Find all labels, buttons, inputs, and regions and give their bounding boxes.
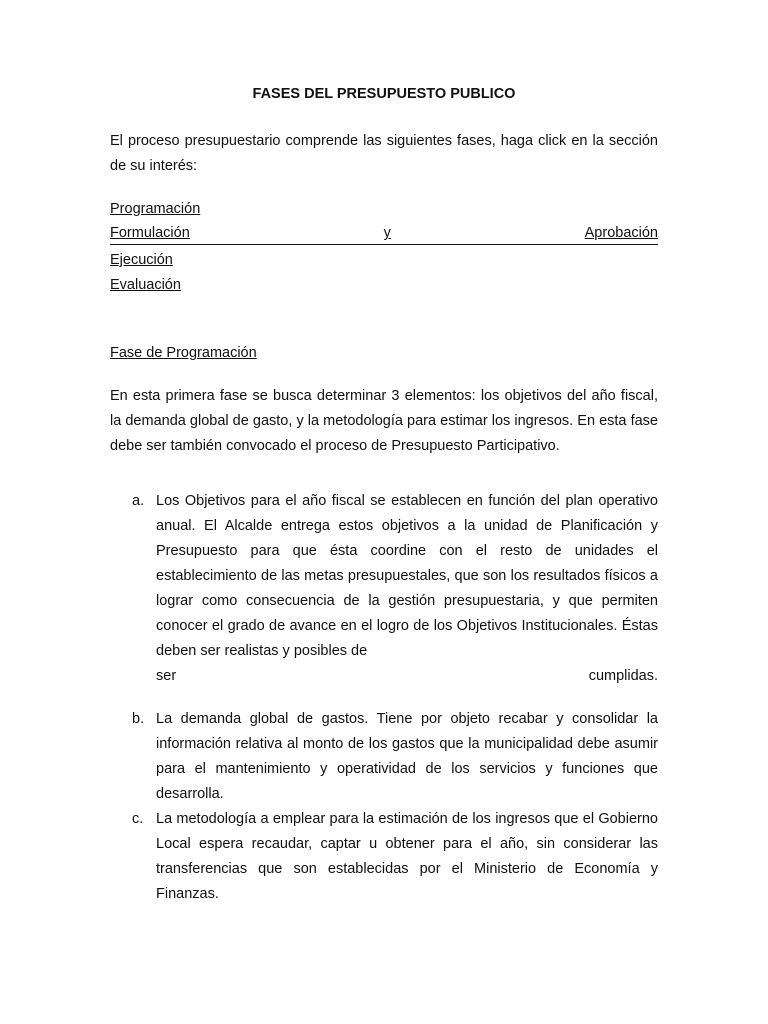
intro-paragraph: El proceso presupuestario comprende las siguientes fases, haga click en la sección de su interés: bbox=[110, 133, 658, 174]
list-item-last-left: ser bbox=[156, 668, 177, 684]
list-item bbox=[110, 489, 658, 689]
list-item-text: La metodología a emplear para la estimación de los ingresos que el Gobierno Local espera recaudar, captar u obtener para el año, sin considerar las transferencias que son establecidas por el Ministerio de Economía y Finanzas. bbox=[156, 811, 658, 902]
link-aprobacion-label: Aprobación bbox=[584, 225, 658, 241]
document-page bbox=[110, 82, 658, 907]
section-paragraph: En esta primera fase se busca determinar 3 elementos: los objetivos del año fiscal, la demanda global de gasto, y la metodología para estimar los ingresos. En esta fase debe ser también convocado el proceso de Presupuesto Participativo. bbox=[110, 388, 658, 454]
phase-links bbox=[110, 197, 658, 298]
list-marker: c. bbox=[132, 811, 144, 827]
list-marker: a. bbox=[132, 493, 145, 509]
section-title: Fase de Programación bbox=[110, 345, 257, 361]
list-item-text: Los Objetivos para el año fiscal se establecen en función del plan operativo anual. El Alcalde entrega estos objetivos a la unidad de Planificación y Presupuesto para que ésta coordine con el resto de unidades el establecimiento de las metas presupuestales, que son los resultados físicos a lograr como consecuencia de la gestión presupuestaria, y que permiten conocer el grado de avance en el logro de los Objetivos Institucionales. Éstas deben ser realistas y posibles de bbox=[156, 493, 658, 659]
list-item bbox=[110, 707, 658, 807]
list-item bbox=[110, 807, 658, 907]
link-programacion[interactable]: Programación bbox=[110, 201, 201, 217]
link-evaluacion[interactable]: Evaluación bbox=[110, 277, 181, 293]
list-marker: b. bbox=[132, 711, 145, 727]
objectives-list bbox=[110, 489, 658, 907]
list-item-last-right: cumplidas. bbox=[588, 668, 658, 684]
list-item-last-line bbox=[156, 664, 658, 689]
link-ejecucion[interactable]: Ejecución bbox=[110, 252, 173, 268]
link-formulacion-aprobacion[interactable] bbox=[110, 222, 658, 245]
document-title: FASES DEL PRESUPUESTO PUBLICO bbox=[252, 86, 516, 102]
link-formulacion-conjunction: y bbox=[383, 225, 391, 241]
link-formulacion-label: Formulación bbox=[110, 225, 190, 241]
list-item-text: La demanda global de gastos. Tiene por objeto recabar y consolidar la información relativa al monto de los gastos que la municipalidad debe asumir para el mantenimiento y operatividad de los servicios y funciones que desarrolla. bbox=[156, 711, 658, 802]
